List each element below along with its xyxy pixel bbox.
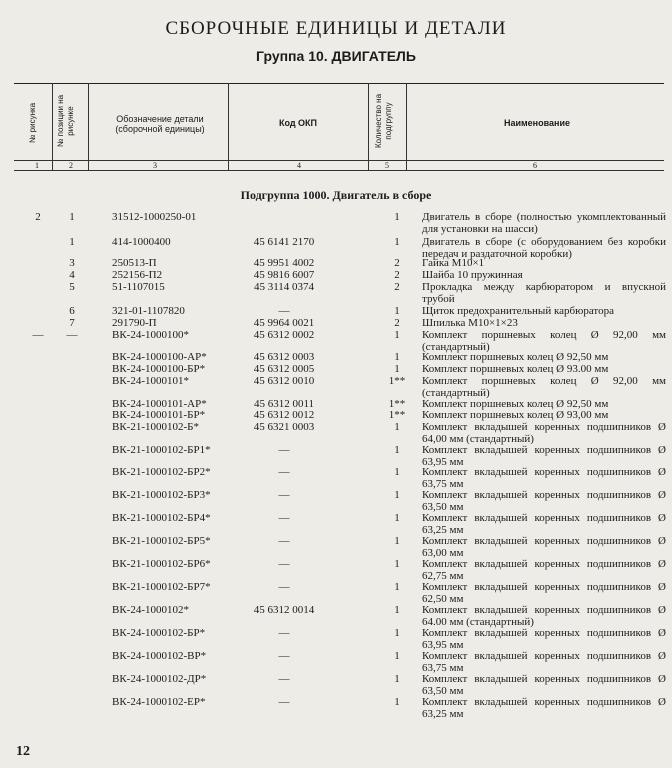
okp-code: —: [278, 650, 290, 662]
quantity: 1: [394, 512, 400, 524]
part-designation: 252156-П2: [112, 269, 163, 281]
part-name: Комплект вкладышей коренных подшипников Ø 63,95 мм: [422, 444, 666, 468]
part-name: Комплект вкладышей коренных подшипников Ø 63,50 мм: [422, 673, 666, 697]
okp-code: —: [278, 696, 290, 708]
part-name: Комплект вкладышей коренных подшипников Ø 63,25 мм: [422, 696, 666, 720]
column-header-figure: № рисунка: [28, 102, 37, 144]
okp-code: —: [278, 444, 290, 456]
part-designation: ВК-21-1000102-БР5*: [112, 535, 211, 547]
part-name: Двигатель в сборе (полностью укомплектованный для установки на шасси): [422, 211, 666, 235]
quantity: 1: [394, 535, 400, 547]
quantity: 1: [394, 581, 400, 593]
okp-code: 45 9951 4002: [253, 257, 315, 269]
part-name: Комплект поршневых колец Ø 92,50 мм: [422, 351, 609, 363]
okp-code: 45 9964 0021: [253, 317, 315, 329]
quantity: 1**: [388, 375, 406, 387]
part-name: Комплект поршневых колец Ø 92,00 мм (стандартный): [422, 329, 666, 353]
column-divider: [228, 83, 229, 170]
quantity: 1: [394, 421, 400, 433]
okp-code: 45 6321 0003: [253, 421, 315, 433]
okp-code: —: [278, 581, 290, 593]
position-number: 1: [69, 236, 75, 248]
part-designation: ВК-21-1000102-Б*: [112, 421, 199, 433]
part-name: Щиток предохранительный карбюратора: [422, 305, 614, 317]
part-name: Двигатель в сборе (с оборудованием без коробки передач и раздаточной коробки): [422, 236, 666, 260]
part-designation: ВК-24-1000100*: [112, 329, 189, 341]
part-name: Шпилька M10×1×23: [422, 317, 518, 329]
figure-number: —: [32, 329, 44, 341]
okp-code: 45 3114 0374: [253, 281, 315, 293]
part-designation: 31512-1000250-01: [112, 211, 197, 223]
okp-code: —: [278, 558, 290, 570]
column-number: 2: [69, 161, 73, 170]
position-number: 4: [69, 269, 75, 281]
quantity: 2: [394, 269, 400, 281]
part-designation: ВК-24-1000102-ВР*: [112, 650, 207, 662]
part-designation: ВК-21-1000102-БР7*: [112, 581, 211, 593]
column-number: 6: [533, 161, 537, 170]
okp-code: —: [278, 535, 290, 547]
okp-code: 45 9816 6007: [253, 269, 315, 281]
part-name: Комплект вкладышей коренных подшипников Ø 63,75 мм: [422, 466, 666, 490]
quantity: 1: [394, 627, 400, 639]
figure-number: 2: [35, 211, 41, 223]
part-designation: 414-1000400: [112, 236, 171, 248]
part-name: Комплект поршневых колец Ø 92,00 мм (стандартный): [422, 375, 666, 399]
part-designation: ВК-24-1000101*: [112, 375, 189, 387]
column-divider: [88, 83, 89, 170]
part-name: Прокладка между карбюратором и впускной трубой: [422, 281, 666, 305]
column-divider: [368, 83, 369, 170]
part-designation: ВК-21-1000102-БР4*: [112, 512, 211, 524]
quantity: 1: [394, 604, 400, 616]
part-designation: ВК-24-1000101-БР*: [112, 409, 206, 421]
part-designation: ВК-24-1000101-АР*: [112, 398, 207, 410]
quantity: 1: [394, 351, 400, 363]
quantity: 2: [394, 317, 400, 329]
position-number: 5: [69, 281, 75, 293]
part-name: Шайба 10 пружинная: [422, 269, 523, 281]
okp-code: 45 6312 0003: [253, 351, 315, 363]
okp-code: 45 6312 0012: [253, 409, 315, 421]
subgroup-title: Подгруппа 1000. Двигатель в сборе: [240, 188, 432, 202]
quantity: 2: [394, 281, 400, 293]
part-designation: ВК-24-1000100-АР*: [112, 351, 207, 363]
position-number: —: [66, 329, 78, 341]
quantity: 1: [394, 444, 400, 456]
position-number: 7: [69, 317, 75, 329]
column-header-quantity: Количество на подгруппу: [374, 93, 393, 149]
part-name: Комплект поршневых колец Ø 93,00 мм: [422, 409, 609, 421]
part-designation: 321-01-1107820: [112, 305, 185, 317]
okp-code: 45 6312 0005: [253, 363, 315, 375]
part-name: Комплект вкладышей коренных подшипников Ø 62,50 мм: [422, 581, 666, 605]
part-name: Комплект вкладышей коренных подшипников Ø 63,50 мм: [422, 489, 666, 513]
part-name: Гайка M10×1: [422, 257, 485, 269]
quantity: 1: [394, 305, 400, 317]
group-title: Группа 10. ДВИГАТЕЛЬ: [256, 48, 416, 64]
part-designation: 51-1107015: [112, 281, 165, 293]
part-name: Комплект вкладышей коренных подшипников Ø 63,25 мм: [422, 512, 666, 536]
quantity: 1: [394, 466, 400, 478]
part-designation: ВК-21-1000102-БР1*: [112, 444, 211, 456]
part-designation: ВК-21-1000102-БР6*: [112, 558, 211, 570]
part-name: Комплект поршневых колец Ø 93.00 мм: [422, 363, 609, 375]
position-number: 3: [69, 257, 75, 269]
quantity: 1: [394, 489, 400, 501]
quantity: 2: [394, 257, 400, 269]
okp-code: —: [278, 466, 290, 478]
part-name: Комплект вкладышей коренных подшипников Ø 63,75 мм: [422, 650, 666, 674]
position-number: 6: [69, 305, 75, 317]
part-name: Комплект вкладышей коренных подшипников Ø 64.00 мм (стандартный): [422, 604, 666, 628]
column-header-name: Наименование: [503, 118, 571, 128]
page-title: СБОРОЧНЫЕ ЕДИНИЦЫ И ДЕТАЛИ: [165, 18, 507, 39]
part-name: Комплект поршневых колец Ø 92,50 мм: [422, 398, 609, 410]
quantity: 1: [394, 673, 400, 685]
column-divider: [406, 83, 407, 170]
okp-code: —: [278, 512, 290, 524]
top-rule: [14, 83, 664, 84]
column-number: 3: [153, 161, 157, 170]
okp-code: 45 6312 0011: [253, 398, 315, 410]
column-header-designation: Обозначение детали (сборочной единицы): [115, 114, 205, 134]
part-designation: ВК-24-1000102-БР*: [112, 627, 206, 639]
part-name: Комплект вкладышей коренных подшипников Ø 63,95 мм: [422, 627, 666, 651]
okp-code: 45 6141 2170: [253, 236, 315, 248]
quantity: 1: [394, 558, 400, 570]
quantity: 1**: [388, 398, 406, 410]
okp-code: —: [278, 489, 290, 501]
okp-code: —: [278, 627, 290, 639]
part-name: Комплект вкладышей коренных подшипников Ø 63,00 мм: [422, 535, 666, 559]
part-designation: ВК-24-1000102-ЕР*: [112, 696, 206, 708]
part-designation: ВК-24-1000100-БР*: [112, 363, 206, 375]
header-rule: [14, 160, 664, 161]
quantity: 1**: [388, 409, 406, 421]
column-number-rule: [14, 170, 664, 171]
column-divider: [52, 83, 53, 170]
okp-code: —: [278, 673, 290, 685]
column-header-okp: Код ОКП: [278, 118, 318, 128]
column-header-position: № позиции на рисунке: [56, 94, 75, 148]
quantity: 1: [394, 363, 400, 375]
okp-code: —: [278, 305, 290, 317]
part-designation: ВК-24-1000102*: [112, 604, 189, 616]
quantity: 1: [394, 236, 400, 248]
quantity: 1: [394, 211, 400, 223]
part-name: Комплект вкладышей коренных подшипников Ø 62,75 мм: [422, 558, 666, 582]
part-designation: ВК-21-1000102-БР2*: [112, 466, 211, 478]
part-designation: ВК-21-1000102-БР3*: [112, 489, 211, 501]
okp-code: 45 6312 0002: [253, 329, 315, 341]
quantity: 1: [394, 696, 400, 708]
okp-code: 45 6312 0014: [253, 604, 315, 616]
column-number: 4: [297, 161, 301, 170]
part-designation: 291790-П: [112, 317, 157, 329]
okp-code: 45 6312 0010: [253, 375, 315, 387]
part-name: Комплект вкладышей коренных подшипников Ø 64,00 мм (стандартный): [422, 421, 666, 445]
column-number: 1: [35, 161, 39, 170]
quantity: 1: [394, 329, 400, 341]
quantity: 1: [394, 650, 400, 662]
column-number: 5: [385, 161, 389, 170]
position-number: 1: [69, 211, 75, 223]
part-designation: ВК-24-1000102-ДР*: [112, 673, 207, 685]
part-designation: 250513-П: [112, 257, 157, 269]
page-number: 12: [16, 744, 30, 759]
